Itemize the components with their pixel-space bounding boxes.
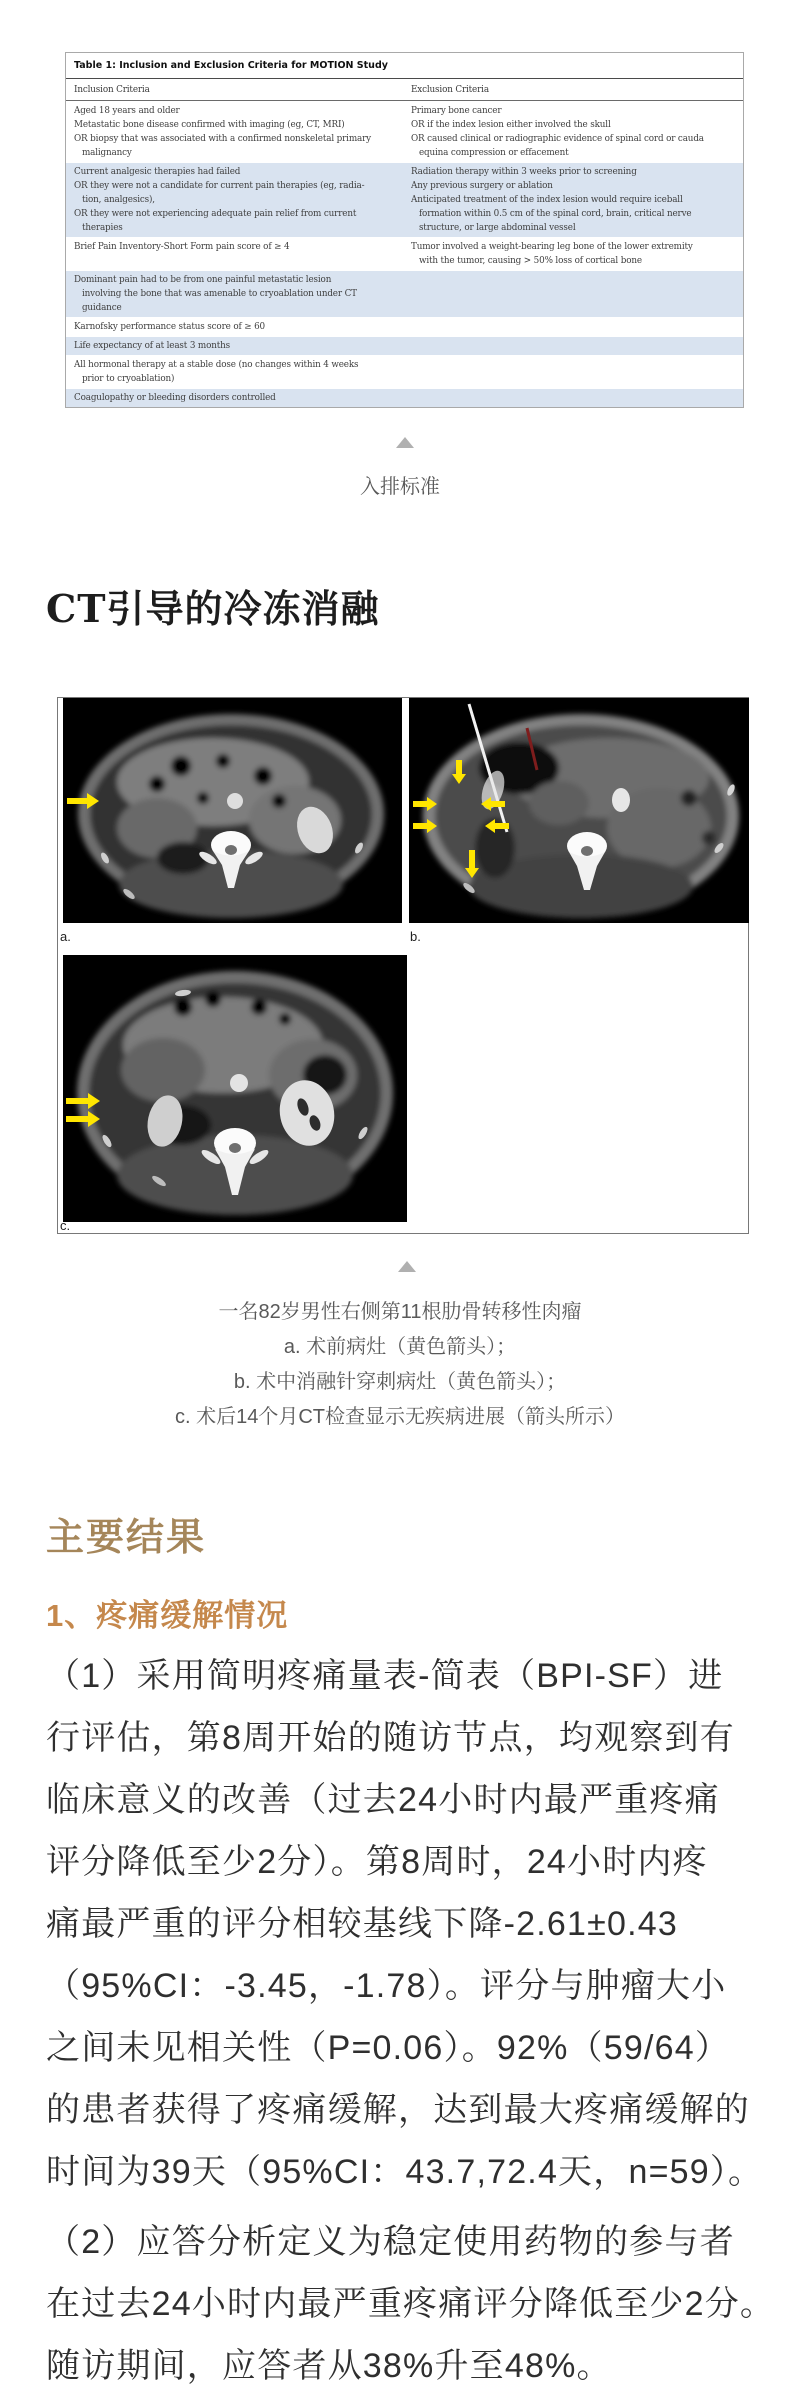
table-cell-inclusion <box>74 358 411 386</box>
ct-image-c <box>63 955 407 1222</box>
table-cell-inclusion <box>74 339 411 353</box>
ct-slice-c-graphic <box>63 955 407 1222</box>
text-line: Primary bone cancer <box>411 106 502 116</box>
results-heading: 主要结果 <box>46 1514 207 1559</box>
text-line: with the tumor, causing > 50% loss of cortical bone <box>411 256 642 266</box>
collapse-triangle-icon[interactable] <box>398 1261 416 1272</box>
table-row-band <box>66 337 743 355</box>
text-line: 行评估，第8周开始的随访节点，均观察到有 <box>46 1719 735 1757</box>
text-line: a. 术前病灶（黄色箭头）； <box>283 1336 517 1358</box>
table-caption <box>0 470 800 505</box>
text-line: Karnofsky performance status score of ≥ 60 <box>74 322 265 332</box>
text-line: 评分降低至少2分）。第8周时，24小时内疼 <box>46 1843 708 1881</box>
text-line: structure, or large abdominal vessel <box>411 223 576 233</box>
text-line: tion, analgesics), <box>74 195 155 205</box>
text-line: （1）采用简明疼痛量表-简表（BPI-SF）进 <box>46 1657 724 1695</box>
text-line: involving the bone that was amenable to cryoablation under CT <box>74 289 357 299</box>
table-cell-exclusion <box>411 240 735 268</box>
panel-label-b: b. <box>410 929 421 944</box>
text-line: Brief Pain Inventory-Short Form pain score of ≥ 4 <box>74 242 290 252</box>
text-line: 在过去24小时内最严重疼痛评分降低至少2分。 <box>46 2285 776 2323</box>
table-cell-exclusion <box>411 391 735 405</box>
table-cell-exclusion <box>411 320 735 334</box>
table-row-band <box>66 355 743 389</box>
table-cell-exclusion <box>411 104 735 160</box>
text-line: （95%CI：-3.45，-1.78）。评分与肿瘤大小 <box>46 1967 727 2005</box>
text-line: 痛最严重的评分相较基线下降-2.61±0.43 <box>46 1905 678 1943</box>
table-cell-exclusion <box>411 273 735 315</box>
table-row-band <box>66 317 743 337</box>
results-paragraph-1 <box>46 1645 776 2203</box>
text-line: Aged 18 years and older <box>74 106 180 116</box>
table-col-header-exclusion: Exclusion Criteria <box>411 85 489 95</box>
ct-image-b <box>409 698 749 923</box>
figure-caption <box>0 1295 800 1435</box>
table-cell-inclusion <box>74 104 411 160</box>
table-row-band <box>66 237 743 271</box>
text-line: Radiation therapy within 3 weeks prior to screening <box>411 167 637 177</box>
table-row-band <box>66 163 743 237</box>
table-cell-inclusion <box>74 240 411 268</box>
text-line: prior to cryoablation) <box>74 374 175 384</box>
table-header-row <box>66 79 743 101</box>
text-line: Dominant pain had to be from one painful metastatic lesion <box>74 275 332 285</box>
text-line: guidance <box>74 303 122 313</box>
table-bands <box>66 101 743 407</box>
text-line: Life expectancy of at least 3 months <box>74 341 231 351</box>
text-line: OR biopsy that was associated with a confirmed nonskeletal primary <box>74 134 371 144</box>
panel-label-a: a. <box>60 929 71 944</box>
table-cell-inclusion <box>74 273 411 315</box>
text-line: Metastatic bone disease confirmed with imaging (eg, CT, MRI) <box>74 120 345 130</box>
ct-image-a <box>63 698 402 923</box>
text-line: formation within 0.5 cm of the spinal cord, brain, critical nerve <box>411 209 692 219</box>
text-line: 临床意义的改善（过去24小时内最严重疼痛 <box>46 1781 720 1819</box>
table-cell-exclusion <box>411 358 735 386</box>
table-row-band <box>66 101 743 163</box>
text-line: All hormonal therapy at a stable dose (no changes within 4 weeks <box>74 360 359 370</box>
text-line: b. 术中消融针穿刺病灶（黄色箭头）； <box>233 1371 567 1393</box>
text-line: （2）应答分析定义为稳定使用药物的参与者 <box>46 2223 735 2261</box>
text-line: 的患者获得了疼痛缓解，达到最大疼痛缓解的 <box>46 2091 750 2129</box>
table-cell-exclusion <box>411 339 735 353</box>
table-cell-inclusion <box>74 165 411 235</box>
ct-figure <box>57 697 749 1234</box>
text-line: Coagulopathy or bleeding disorders controlled <box>74 393 276 403</box>
text-line: 随访期间，应答者从38%升至48%。 <box>46 2347 612 2385</box>
text-line: 之间未见相关性（P=0.06）。92%（59/64） <box>46 2029 731 2067</box>
text-line: Tumor involved a weight-bearing leg bone of the lower extremity <box>411 242 693 252</box>
table-cell-inclusion <box>74 320 411 334</box>
text-line: 时间为39天（95%CI：43.7,72.4天，n=59）。 <box>46 2153 764 2191</box>
table-col-header-inclusion: Inclusion Criteria <box>74 85 150 95</box>
text-line: Anticipated treatment of the index lesion would require iceball <box>411 195 683 205</box>
text-line: OR if the index lesion either involved the skull <box>411 120 611 130</box>
table-cell-inclusion <box>74 391 411 405</box>
table-cell-exclusion <box>411 165 735 235</box>
table-row-band <box>66 389 743 407</box>
text-line: 一名82岁男性右侧第11根肋骨转移性肉瘤 <box>218 1301 582 1323</box>
ct-slice-b-graphic <box>409 698 749 923</box>
results-subheading: 1、疼痛缓解情况 <box>46 1598 289 1633</box>
text-line: Any previous surgery or ablation <box>411 181 553 191</box>
text-line: equina compression or effacement <box>411 148 569 158</box>
panel-label-c: c. <box>60 1218 71 1233</box>
text-line: therapies <box>74 223 123 233</box>
table-row-band <box>66 271 743 317</box>
text-line: Current analgesic therapies had failed <box>74 167 241 177</box>
ct-slice-a-graphic <box>63 698 402 923</box>
text-line: c. 术后14个月CT检查显示无疾病进展（箭头所示） <box>174 1406 626 1428</box>
section-heading: CT引导的冷冻消融 <box>46 586 380 631</box>
inclusion-exclusion-table <box>65 52 744 408</box>
results-paragraph-2 <box>46 2211 776 2397</box>
text-line: OR they were not a candidate for current pain therapies (eg, radia- <box>74 181 365 191</box>
table-caption-text: 入排标准 <box>360 476 440 498</box>
text-line: OR they were not experiencing adequate pain relief from current <box>74 209 357 219</box>
table-title: Table 1: Inclusion and Exclusion Criteria for MOTION Study <box>66 53 743 79</box>
collapse-triangle-icon[interactable] <box>396 437 414 448</box>
text-line: malignancy <box>74 148 132 158</box>
text-line: OR caused clinical or radiographic evidence of spinal cord or cauda <box>411 134 704 144</box>
